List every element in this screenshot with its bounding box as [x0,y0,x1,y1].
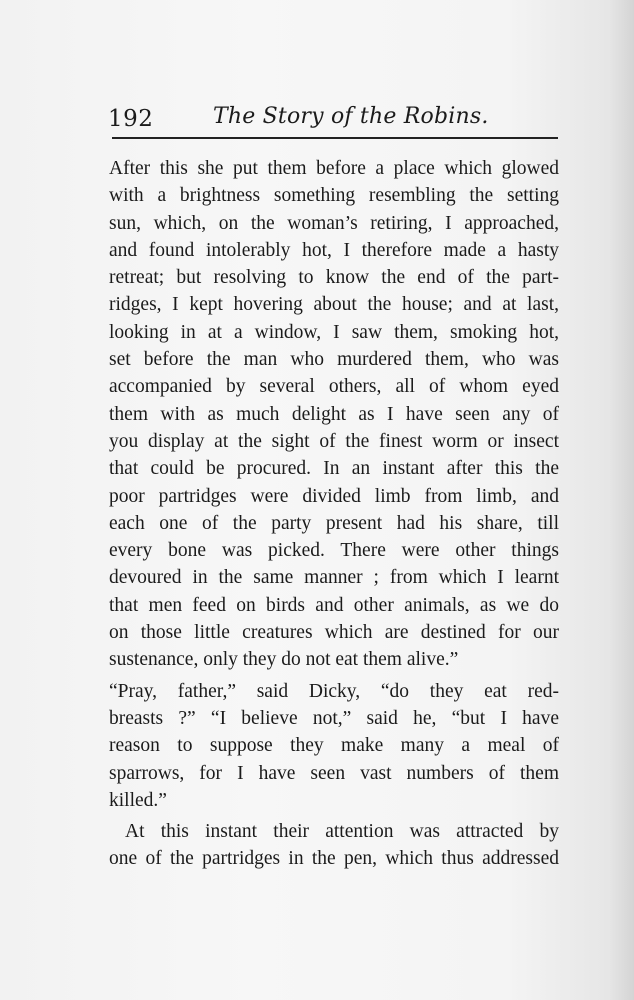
text-line: ridges, I kept hovering about the house; and at last, [109,294,559,316]
text-line: reason to suppose they make many a meal of [109,735,559,757]
text-line: After this she put them before a place which glowed [109,158,559,179]
text-line: set before the man who murdered them, who was [109,349,559,371]
paragraph [109,678,559,814]
text-line: with a brightness something resembling the setting [109,185,559,207]
text-line: each one of the party present had his share, till [109,512,559,534]
paragraph [109,155,559,674]
running-title: The Story of the Robins. [213,104,489,129]
text-line: retreat; but resolving to know the end of the part- [109,267,559,289]
text-line: looking in at a window, I saw them, smoking hot, [109,321,559,343]
text-line: poor partridges were divided limb from limb, and [109,485,559,507]
text-line: that men feed on birds and other animals, as we do [109,594,559,616]
text-line: killed.” [109,789,167,811]
text-line: them with as much delight as I have seen any of [109,403,559,425]
paragraph [109,818,559,873]
text-line: sparrows, for I have seen vast numbers of them [109,762,559,784]
text-line: accompanied by several others, all of whom eyed [109,376,559,398]
text-line: At this instant their attention was attracted by [125,821,559,843]
text-line: devoured in the same manner ; from which I learnt [109,567,559,589]
text-line: you display at the sight of the finest worm or insect [109,430,559,452]
page-header [108,98,556,138]
text-line: and found intolerably hot, I therefore made a hasty [109,239,559,261]
text-line: every bone was picked. There were other things [109,540,559,562]
text-line: that could be procured. In an instant after this the [109,458,559,480]
text-line: “Pray, father,” said Dicky, “do they eat red- [109,680,559,702]
header-rule [112,137,558,139]
text-line: sun, which, on the woman’s retiring, I approached, [109,212,559,234]
page-number: 192 [108,106,154,132]
text-line: one of the partridges in the pen, which thus addressed [109,848,559,870]
text-line: on those little creatures which are destined for our [109,622,559,644]
text-line: breasts ?” “I believe not,” said he, “but I have [109,707,559,729]
text-line: sustenance, only they do not eat them alive.” [109,649,459,671]
body-text [109,155,559,873]
